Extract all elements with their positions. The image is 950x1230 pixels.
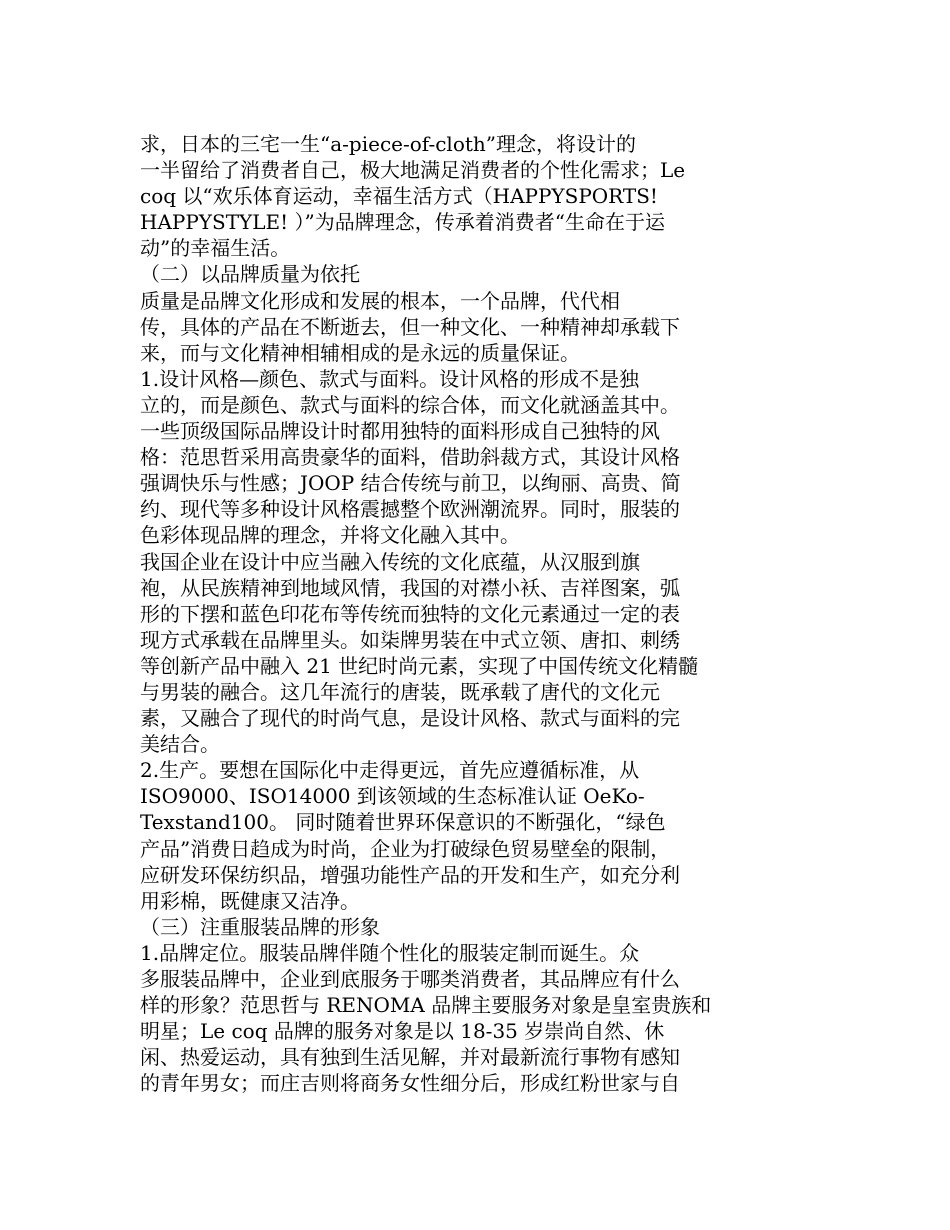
text-line: 美结合。 <box>140 732 220 757</box>
text-line: 的青年男女；而庄吉则将商务女性细分后，形成红粉世家与自 <box>140 1071 680 1096</box>
section-heading: （三）注重服装品牌的形象 <box>140 914 380 939</box>
text-line: HAPPYSTYLE! ）”为品牌理念，传承着消费者“生命在于运 <box>140 210 665 235</box>
text-line: ISO9000、ISO14000 到该领域的生态标准认证 OeKo- <box>140 784 645 809</box>
text-line: 应研发环保纺织品，增强功能性产品的开发和生产，如充分利 <box>140 862 680 887</box>
text-line: 求，日本的三宅一生“a-piece-of-cloth”理念，将设计的 <box>140 132 637 156</box>
text-line: 立的，而是颜色、款式与面料的综合体，而文化就涵盖其中。 <box>140 392 680 417</box>
text-line: 明星；Le coq 品牌的服务对象是以 18-35 岁崇尚自然、休 <box>140 1019 665 1044</box>
text-line: Texstand100。 同时随着世界环保意识的不断强化，“绿色 <box>140 810 666 835</box>
text-line: 一半留给了消费者自己，极大地满足消费者的个性化需求；Le <box>140 158 686 183</box>
text-line: 格：范思哲采用高贵豪华的面料，借助斜裁方式，其设计风格 <box>140 445 680 470</box>
text-line: 素，又融合了现代的时尚气息，是设计风格、款式与面料的完 <box>140 706 680 731</box>
text-line: 一些顶级国际品牌设计时都用独特的面料形成自己独特的风 <box>140 419 660 444</box>
text-line: 质量是品牌文化形成和发展的根本，一个品牌，代代相 <box>140 288 620 313</box>
text-line: 1.设计风格—颜色、款式与面料。设计风格的形成不是独 <box>140 366 640 391</box>
text-line: 色彩体现品牌的理念，并将文化融入其中。 <box>140 523 520 548</box>
text-line: 传，具体的产品在不断逝去，但一种文化、一种精神却承载下 <box>140 314 680 339</box>
text-line: 样的形象？范思哲与 RENOMA 品牌主要服务对象是皇室贵族和 <box>140 993 712 1018</box>
text-line: 约、现代等多种设计风格震撼整个欧洲潮流界。同时，服装的 <box>140 497 680 522</box>
text-line: coq 以“欢乐体育运动，幸福生活方式（HAPPYSPORTS! <box>140 184 658 209</box>
body-text <box>140 131 750 1096</box>
text-line: 与男装的融合。这几年流行的唐装，既承载了唐代的文化元 <box>140 679 660 704</box>
text-line: 来，而与文化精神相辅相成的是永远的质量保证。 <box>140 340 580 365</box>
text-line: 闲、热爱运动，具有独到生活见解，并对最新流行事物有感知 <box>140 1045 680 1070</box>
text-line: 强调快乐与性感；JOOP 结合传统与前卫，以绚丽、高贵、简 <box>140 471 681 496</box>
text-line: 产品”消费日趋成为时尚，企业为打破绿色贸易壁垒的限制， <box>140 836 671 861</box>
text-line: 动”的幸福生活。 <box>140 236 291 261</box>
text-line: 形的下摆和蓝色印花布等传统而独特的文化元素通过一定的表 <box>140 601 680 626</box>
text-line: 用彩棉，既健康又洁净。 <box>140 888 360 913</box>
text-line: 1.品牌定位。服装品牌伴随个性化的服装定制而诞生。众 <box>140 940 640 965</box>
text-line: 2.生产。要想在国际化中走得更远，首先应遵循标准，从 <box>140 758 640 783</box>
section-heading: （二）以品牌质量为依托 <box>140 262 360 287</box>
text-line: 我国企业在设计中应当融入传统的文化底蕴，从汉服到旗 <box>140 549 640 574</box>
text-line: 袍，从民族精神到地域风情，我国的对襟小袄、吉祥图案，弧 <box>140 575 680 600</box>
text-line: 多服装品牌中，企业到底服务于哪类消费者，其品牌应有什么 <box>140 967 680 991</box>
text-line: 现方式承载在品牌里头。如柒牌男装在中式立领、唐扣、刺绣 <box>140 627 680 652</box>
text-line: 等创新产品中融入 21 世纪时尚元素，实现了中国传统文化精髓 <box>140 653 699 678</box>
